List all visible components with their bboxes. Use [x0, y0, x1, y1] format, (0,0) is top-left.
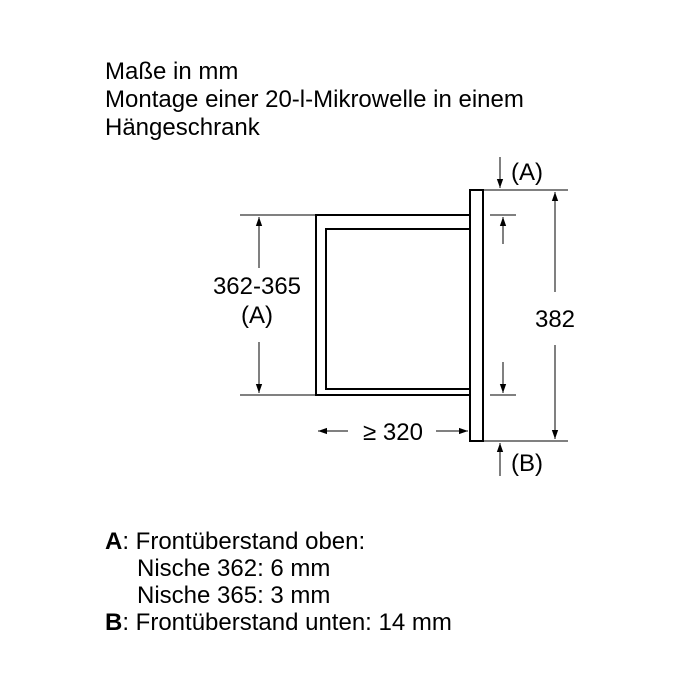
title-line: Montage einer 20-l-Mikrowelle in einem — [105, 86, 524, 113]
legend-key-a: A — [105, 528, 123, 555]
microwave-body — [326, 229, 470, 389]
legend-sub-item: Nische 365: 3 mm — [137, 582, 331, 609]
legend-sub-item: Nische 362: 6 mm — [137, 555, 331, 582]
front-panel — [470, 190, 483, 441]
legend-key-b: B — [105, 609, 123, 636]
total-height-label: 382 — [534, 306, 576, 333]
units-note: Maße in mm — [105, 58, 239, 85]
legend — [105, 528, 452, 636]
legend-item-b — [105, 609, 452, 636]
height-range-label: 362-365 — [212, 273, 302, 300]
legend-text-b: : Frontüberstand unten: 14 mm — [122, 609, 452, 636]
niche-outline — [316, 215, 470, 395]
depth-label: ≥ 320 — [363, 419, 423, 446]
label-b-bottom: (B) — [511, 450, 543, 477]
legend-item-a — [105, 528, 452, 555]
legend-text-a: : Frontüberstand oben: — [122, 528, 366, 555]
height-range-ref: (A) — [241, 302, 273, 329]
label-a-top: (A) — [511, 159, 543, 186]
title-line: Hängeschrank — [105, 114, 260, 141]
